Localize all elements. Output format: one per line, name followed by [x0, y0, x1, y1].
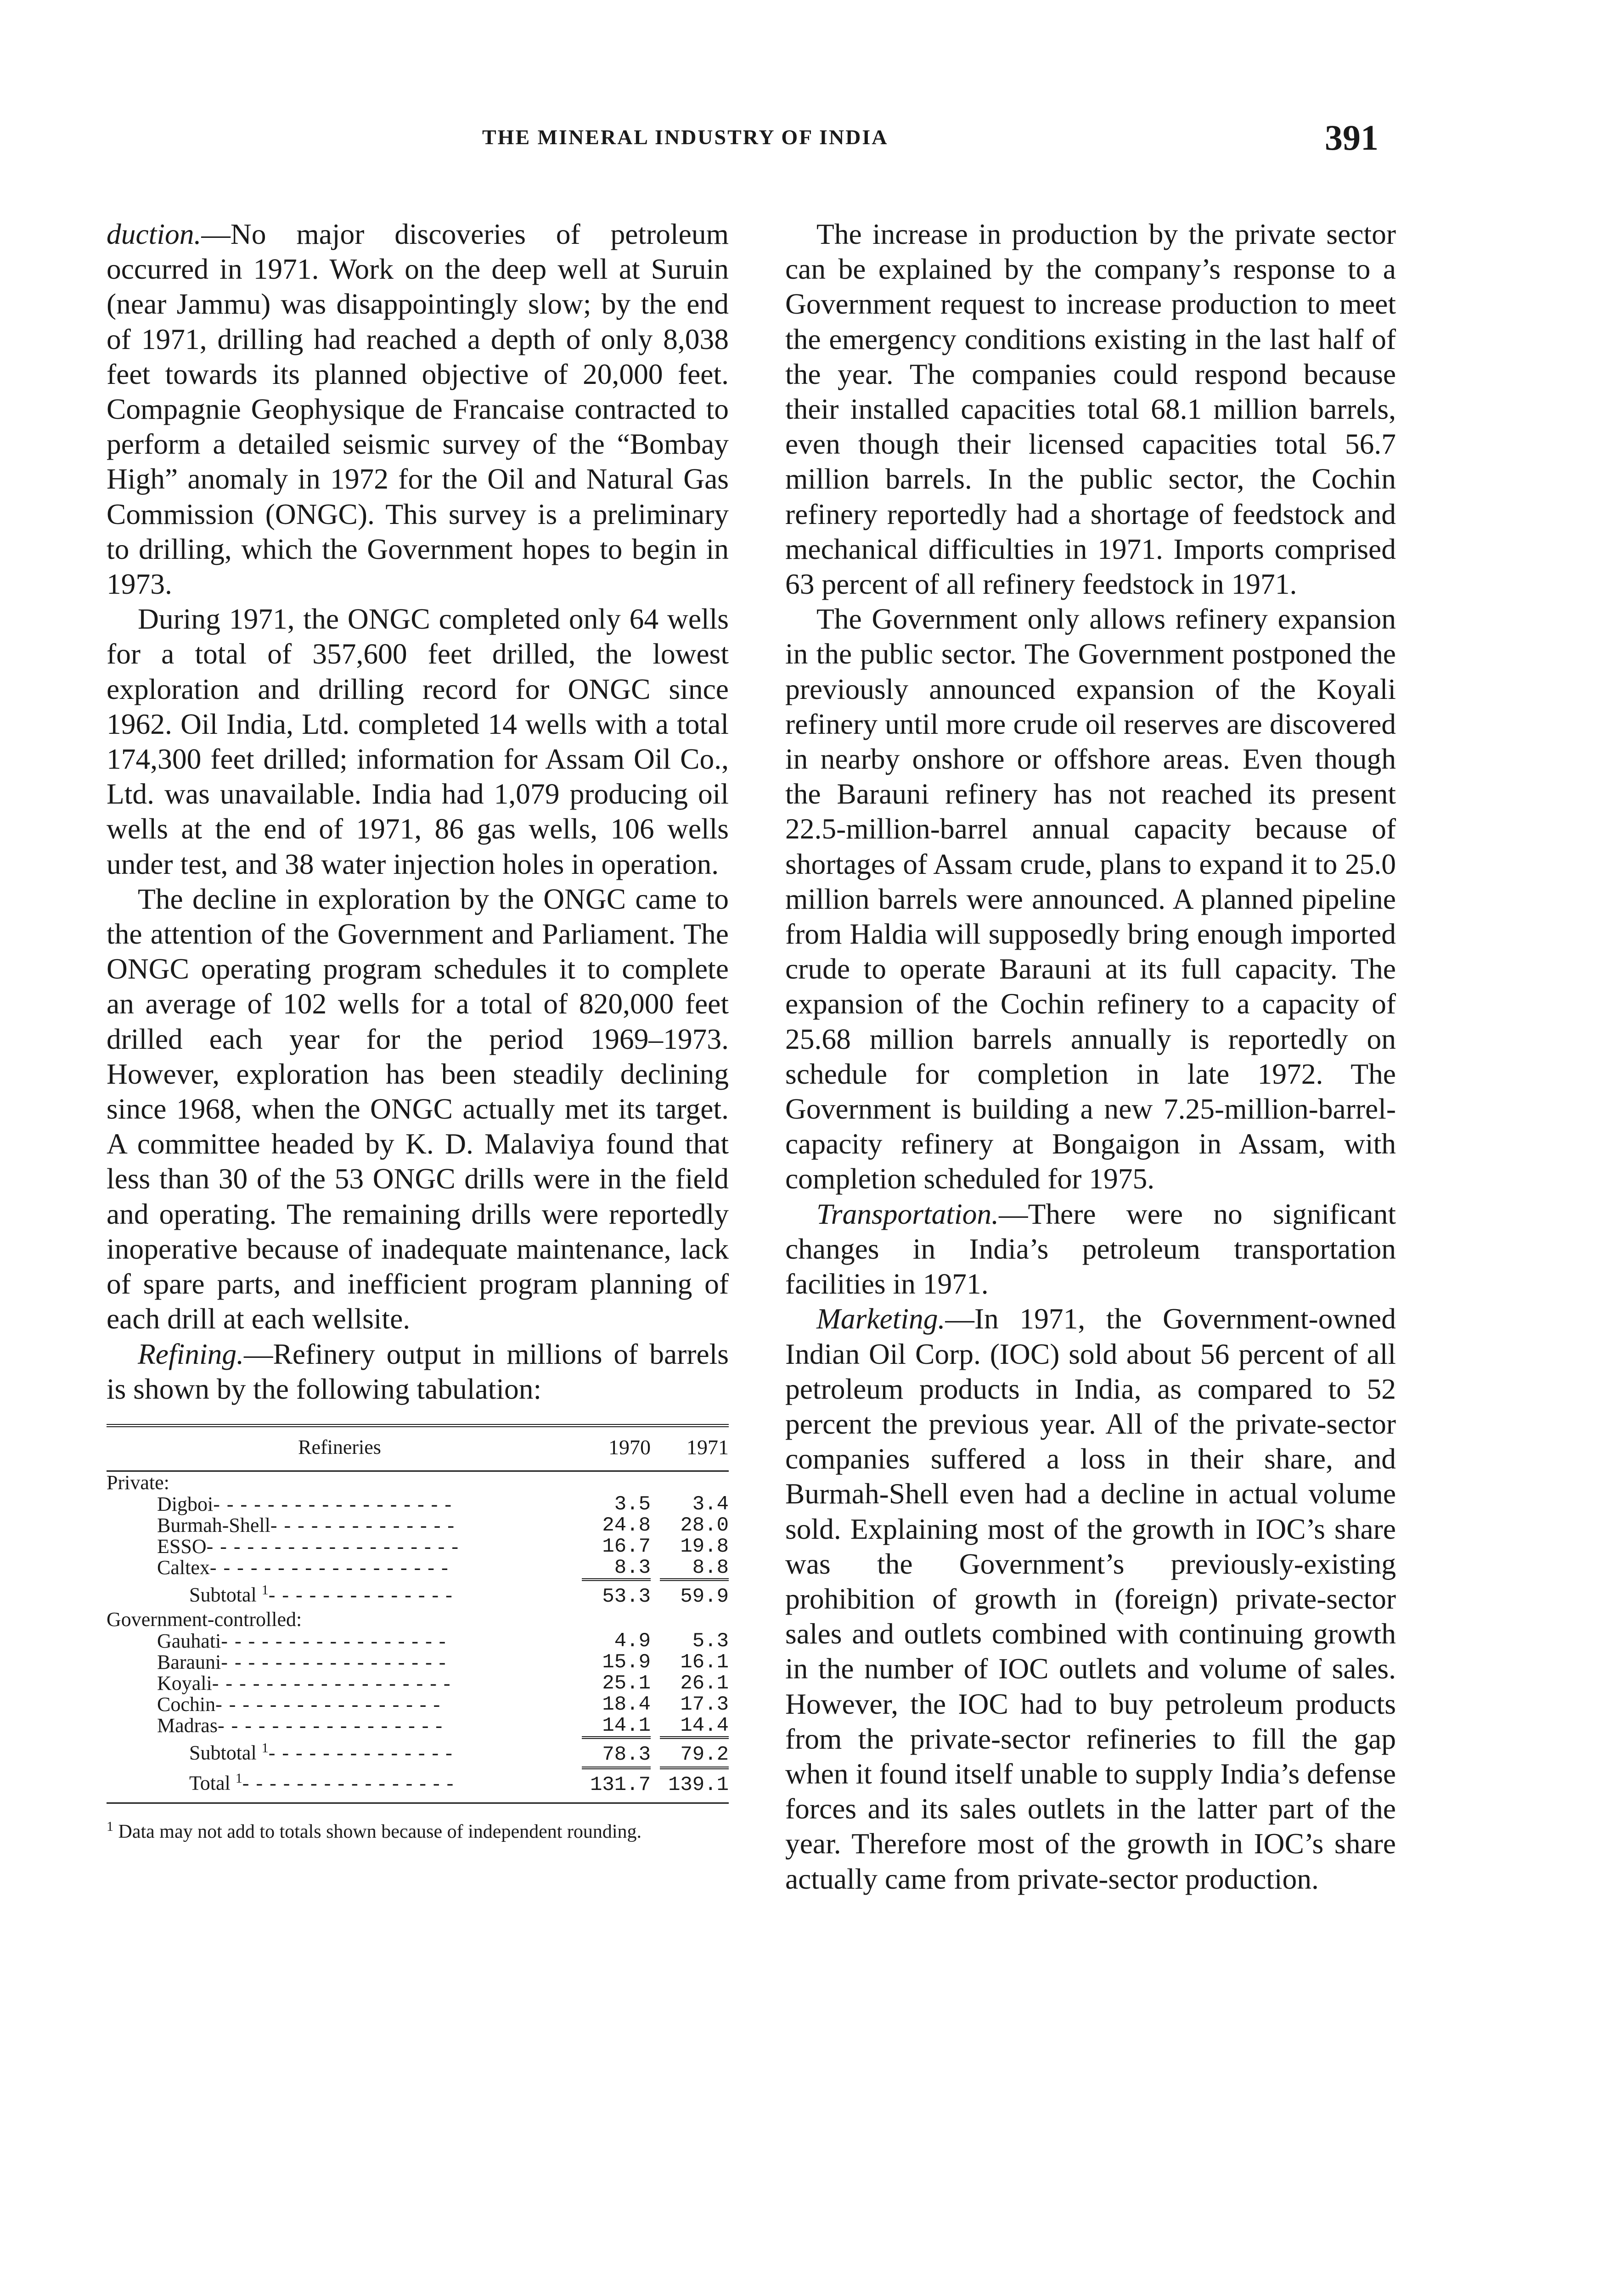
category-row-government — [107, 1609, 729, 1631]
header-1971: 1971 — [686, 1435, 729, 1459]
paragraph-exploration-decline: The decline in exploration by the ONGC came to the attention of the Government and Parliament. The ONGC operating program schedules it to complete an average of 102 wells for a total of 820,000 feet drilled each year for the period 1969–1973. However, exploration has been steadily declining since 1968, when the ONGC actually met its target. A committee headed by K. D. Malaviya found that less than 30 of the 53 ONGC drills were in the field and operating. The remaining drills were reportedly inoperative because of inadequate maintenance, lack of spare parts, and inefficient program planning of each drill at each wellsite. — [107, 882, 729, 1335]
paragraph-private-production: The increase in production by the private sector can be explained by the company’s response to a Government request to increase production to meet the emergency conditions existing in the last half of the year. The companies could respond because their installed capacities total 68.1 million barrels, even though their licensed capacities total 56.7 million barrels. In the public sector, the Cochin refinery reportedly had a shortage of feedstock and mechanical difficulties in 1971. Imports comprised 63 percent of all refinery feedstock in 1971. — [785, 218, 1396, 601]
table-row: Cochin- - - - - - - - - - - - - - - - - 18.4 17.3 — [157, 1693, 729, 1716]
footnote-mark: 1 — [107, 1818, 113, 1834]
refinery-name: Madras — [157, 1714, 218, 1737]
table-row: Caltex- - - - - - - - - - - - - - - - - - 8.3 8.8 — [157, 1556, 729, 1579]
run-in-head-production: duction. — [107, 218, 202, 250]
table-top-rule — [107, 1424, 729, 1427]
left-column — [107, 217, 729, 1844]
subtotal-1970: 78.3 — [582, 1736, 651, 1767]
value-1970: 14.1 — [602, 1714, 651, 1737]
value-1971: 16.1 — [680, 1650, 729, 1674]
paragraph-ongc-drilling: During 1971, the ONGC completed only 64 wells for a total of 357,600 feet drilled, the lowest exploration and drilling record for ONGC since 1962. Oil India, Ltd. completed 14 wells with a total 174,300 feet drilled; information for Assam Oil Co., Ltd. was unavailable. India had 1,079 producing oil wells at the end of 1971, 86 gas wells, 106 wells under test, and 38 water injection holes in operation. — [107, 602, 729, 880]
subtotal-1971: 79.2 — [660, 1736, 729, 1767]
category-private: Private: — [107, 1471, 169, 1494]
value-1971: 19.8 — [680, 1535, 729, 1558]
page-number: 391 — [1325, 118, 1379, 158]
right-column — [785, 217, 1396, 1896]
table-row: Madras- - - - - - - - - - - - - - - - - 14.1 14.4 — [157, 1714, 729, 1737]
value-1971: 17.3 — [680, 1693, 729, 1716]
refinery-name: Koyali — [157, 1671, 212, 1694]
value-1970: 8.3 — [614, 1556, 651, 1579]
footnote-mark: 1 — [235, 1770, 242, 1786]
table-row: Digboi- - - - - - - - - - - - - - - - - - 3.5 3.4 — [157, 1492, 729, 1516]
refinery-name: Barauni — [157, 1650, 221, 1673]
refinery-name: Digboi — [157, 1492, 214, 1515]
value-1971: 26.1 — [680, 1671, 729, 1695]
footnote-mark: 1 — [261, 1582, 269, 1598]
footnote-mark: 1 — [261, 1740, 269, 1756]
run-in-head-marketing: Marketing. — [816, 1302, 945, 1335]
value-1970: 24.8 — [602, 1514, 651, 1537]
table-row: Barauni- - - - - - - - - - - - - - - - - 15.9 16.1 — [157, 1650, 729, 1674]
paragraph-refinery-expansion: The Government only allows refinery expansion in the public sector. The Government postponed the previously announced expansion of the Koyali refinery until more crude oil reserves are discovered in nearby onshore or offshore areas. Even though the Barauni refinery has not reached its present 22.5-million-barrel annual capacity because of shortages of Assam crude, plans to expand it to 25.0 million barrels were announced. A planned pipeline from Haldia will supposedly bring enough imported crude to operate Barauni at its full capacity. The expansion of the Cochin refinery to a capacity of 25.68 million barrels annually is reportedly on schedule for completion in late 1972. The Government is building a new 7.25-million-barrel-capacity refinery at Bongaigon in Assam, with completion scheduled for 1975. — [785, 602, 1396, 1195]
table-row: ESSO- - - - - - - - - - - - - - - - - - - 16.7 19.8 — [157, 1535, 729, 1558]
table-footnote — [107, 1815, 729, 1844]
refinery-output-table — [107, 1424, 729, 1844]
value-1970: 15.9 — [602, 1650, 651, 1674]
running-head: THE MINERAL INDUSTRY OF INDIA — [482, 125, 889, 149]
value-1971: 28.0 — [680, 1514, 729, 1537]
subtotal-label: Subtotal — [189, 1741, 257, 1764]
refinery-name: Gauhati — [157, 1629, 221, 1652]
value-1971: 5.3 — [692, 1629, 729, 1653]
paragraph-marketing — [785, 1301, 1396, 1896]
paragraph-production — [107, 217, 729, 602]
refinery-name: Burmah-Shell — [157, 1514, 270, 1536]
value-1971: 8.8 — [692, 1556, 729, 1579]
category-row-private — [107, 1472, 729, 1494]
category-government: Government-controlled: — [107, 1608, 302, 1631]
subtotal-1971: 59.9 — [660, 1578, 729, 1609]
header-refineries: Refineries — [298, 1435, 381, 1458]
subtotal-row-private: Subtotal $^1$- - - - - - - - - - - - - - 53.3 59.9 — [107, 1578, 729, 1609]
subtotal-label: Subtotal — [189, 1583, 257, 1606]
paragraph-text: —No major discoveries of petroleum occurred in 1971. Work on the deep well at Suruin (near Jammu) was disappointingly slow; by the end of 1971, drilling had reached a depth of only 8,038 feet towards its planned objective of 20,000 feet. Compagnie Geophysique de Francaise contracted to perform a detailed seismic survey of the “Bombay High” anomaly in 1972 for the Oil and Natural Gas Commission (ONGC). This survey is a preliminary to drilling, which the Government hopes to begin in 1973. — [107, 218, 729, 601]
refinery-name: ESSO — [157, 1535, 207, 1558]
refinery-name: Caltex — [157, 1556, 210, 1579]
value-1971: 3.4 — [692, 1492, 729, 1516]
run-in-head-transportation: Transportation. — [816, 1197, 999, 1230]
run-in-head-refining: Refining. — [138, 1337, 244, 1370]
total-label: Total — [189, 1772, 231, 1795]
table-header-row — [107, 1427, 729, 1470]
total-1970: 131.7 — [582, 1767, 651, 1797]
value-1970: 3.5 — [614, 1492, 651, 1516]
footnote-text: Data may not add to totals shown because of independent rounding. — [118, 1821, 642, 1842]
value-1971: 14.4 — [680, 1714, 729, 1737]
subtotal-row-government: Subtotal $^1$- - - - - - - - - - - - - - 78.3 79.2 — [107, 1736, 729, 1767]
header-1970: 1970 — [608, 1435, 651, 1459]
table-row: Burmah-Shell- - - - - - - - - - - - - - 24.8 28.0 — [157, 1514, 729, 1537]
table-row: Gauhati- - - - - - - - - - - - - - - - - 4.9 5.3 — [157, 1629, 729, 1653]
paragraph-text: —There were no significant changes in India’s petroleum transportation facilities in 1971. — [785, 1197, 1396, 1300]
total-1971: 139.1 — [660, 1767, 729, 1797]
value-1970: 18.4 — [602, 1693, 651, 1716]
table-bottom-rule — [107, 1802, 729, 1804]
refinery-name: Cochin — [157, 1693, 216, 1716]
paragraph-transportation — [785, 1197, 1396, 1302]
paragraph-refining — [107, 1337, 729, 1407]
table-row: Koyali- - - - - - - - - - - - - - - - - - 25.1 26.1 — [157, 1671, 729, 1695]
value-1970: 4.9 — [614, 1629, 651, 1653]
value-1970: 25.1 — [602, 1671, 651, 1695]
paragraph-text: —In 1971, the Government-owned Indian Oil Corp. (IOC) sold about 56 percent of all petroleum products in India, as compared to 52 percent the previous year. All of the private-sector companies suffered a loss in their share, and Burmah-Shell even had a decline in actual volume sold. Explaining most of the growth in IOC’s share was the Government’s previously-existing prohibition of growth in (foreign) private-sector sales and outlets combined with continuing growth in the number of IOC outlets and volume of sales. However, the IOC had to buy petroleum products from the private-sector refineries to fill the gap when it found itself unable to supply India’s defense forces and its sales outlets in the latter part of the year. Therefore most of the growth in IOC’s share actually came from private-sector production. — [785, 1302, 1396, 1895]
value-1970: 16.7 — [602, 1535, 651, 1558]
paragraph-text: —Refinery output in millions of barrels is shown by the following tabulation: — [107, 1337, 729, 1405]
subtotal-1970: 53.3 — [582, 1578, 651, 1609]
total-row: Total $^1$- - - - - - - - - - - - - - - - 131.7 139.1 — [107, 1767, 729, 1797]
